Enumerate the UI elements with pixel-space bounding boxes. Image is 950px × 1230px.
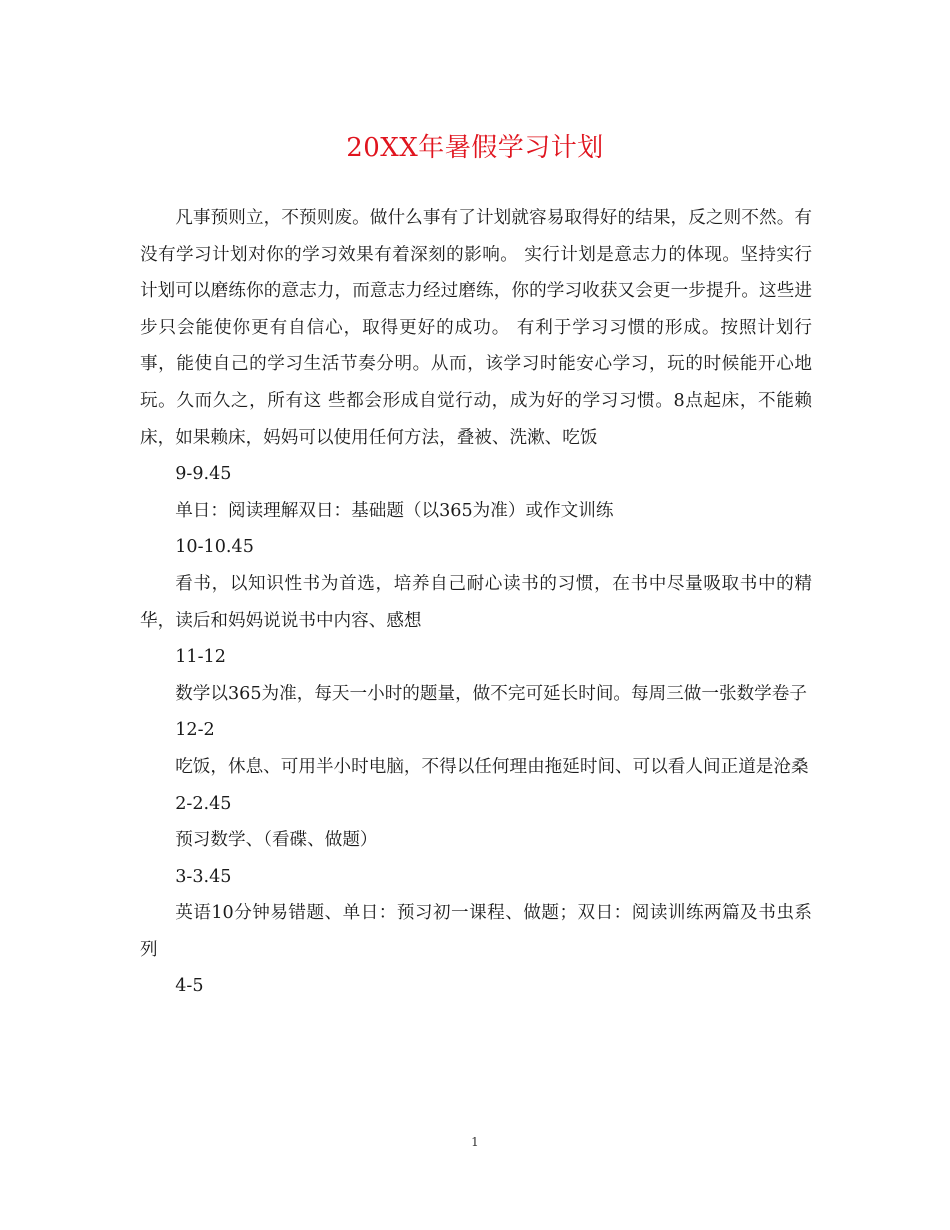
document-body [140,200,812,1005]
page-number: 1 [471,1135,479,1149]
schedule-activity-1: 单日：阅读理解双日：基础题（以365为准）或作文训练 [175,500,614,521]
schedule-time-6: 3-3.45 [175,866,232,887]
intro-paragraph: 凡事预则立，不预则废。做什么事有了计划就容易取得好的结果，反之则不然。有没有学习计划对你的学习效果有着深刻的影响。 实行计划是意志力的体现。坚持实行计划可以磨练你的意志力，而意志力经过磨练，你的学习收获又会更一步提升。这些进步只会能使你更有自信心，取得更好的成功。 有利于学习习惯的形成。按照计划行事，能使自己的学习生活节奏分明。从而，该学习时能安心学习，玩的时候能开心地玩。久而久之，所有这 些都会形成自觉行动，成为好的学习习惯。8点起床，不能赖床，如果赖床，妈妈可以使用任何方法，叠被、洗漱、吃饭 [140,208,812,448]
schedule-time-1: 9-9.45 [175,464,232,485]
schedule-activity-3: 数学以365为准，每天一小时的题量，做不完可延长时间。每周三做一张数学卷子 [175,683,807,704]
schedule-activity-5: 预习数学、（看碟、做题） [175,830,378,851]
schedule-time-4: 12-2 [175,720,215,741]
schedule-activity-6: 英语10分钟易错题、单日：预习初一课程、做题；双日：阅读训练两篇及书虫系列 [140,903,812,960]
schedule-time-2: 10-10.45 [175,537,254,558]
schedule-activity-2: 看书，以知识性书为首选，培养自己耐心读书的习惯，在书中尽量吸取书中的精华，读后和妈妈说说书中内容、感想 [140,573,812,631]
document-title: 20XX年暑假学习计划 [346,133,604,163]
schedule-time-5: 2-2.45 [175,793,232,814]
schedule-activity-4: 吃饭，休息、可用半小时电脑，不得以任何理由拖延时间、可以看人间正道是沧桑 [175,756,809,777]
schedule-time-7: 4-5 [175,976,204,997]
schedule-time-3: 11-12 [175,647,226,668]
